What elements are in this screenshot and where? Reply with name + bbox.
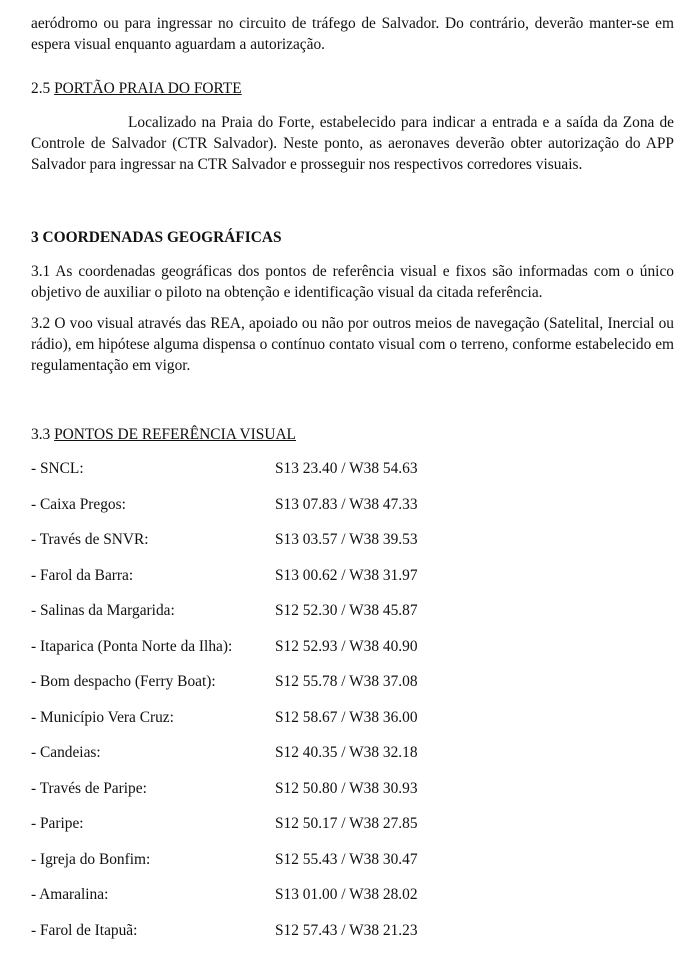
point-coords: S12 52.93 / W38 40.90 [275,637,418,655]
point-coords: S12 55.78 / W38 37.08 [275,673,418,690]
section-2-5-number: 2.5 [31,80,55,97]
section-3-title: 3 COORDENADAS GEOGRÁFICAS [31,229,282,246]
point-name: - Caixa Pregos: [31,495,126,513]
point-coords: S13 23.40 / W38 54.63 [275,460,418,477]
point-name: - Farol de Itapuã: [31,921,138,939]
point-name: - Candeias: [31,744,101,761]
point-coords: S12 57.43 / W38 21.23 [275,921,418,939]
point-name: - Itaparica (Ponta Norte da Ilha): [31,637,233,655]
intro-paragraph: aeródromo ou para ingressar no circuito de tráfego de Salvador. Do contrário, deverão manter-se em espera visual enquanto aguardam a autorização. [31,15,674,53]
point-name: - Salinas da Margarida: [31,602,175,619]
point-coords: S13 00.62 / W38 31.97 [275,566,418,584]
point-coords: S13 01.00 / W38 28.02 [275,886,418,903]
list-item [31,884,674,920]
section-2-5-title: PORTÃO PRAIA DO FORTE [54,80,242,97]
point-coords: S12 50.17 / W38 27.85 [275,815,418,832]
point-name: - Través de SNVR: [31,531,149,548]
point-name: - Município Vera Cruz: [31,708,174,726]
section-2-5-body: Localizado na Praia do Forte, estabelecido para indicar a entrada e a saída da Zona de Controle de Salvador (CTR Salvador). Neste ponto, as aeronaves deverão obter autorização do APP Salvador para ingressar na CTR Salvador e prosseguir nos respectivos corredores visuais. [31,114,674,173]
point-coords: S12 50.80 / W38 30.93 [275,779,418,797]
list-item [31,849,674,885]
point-name: - Paripe: [31,815,84,832]
point-coords: S12 55.43 / W38 30.47 [275,850,418,868]
point-coords: S12 40.35 / W38 32.18 [275,744,418,761]
point-coords: S12 52.30 / W38 45.87 [275,602,418,619]
paragraph-3-1: 3.1 As coordenadas geográficas dos pontos de referência visual e fixos são informadas com o único objetivo de auxiliar o piloto na obtenção e identificação visual da citada referência. [31,263,674,301]
list-item [31,742,674,778]
section-2-5-heading [31,78,674,99]
list-item [31,920,674,956]
list-item [31,671,674,707]
point-coords: S12 58.67 / W38 36.00 [275,708,418,726]
reference-points-list [31,458,674,955]
section-3-3-title: PONTOS DE REFERÊNCIA VISUAL [54,426,296,443]
section-3-3-heading [31,424,674,445]
point-name: - Bom despacho (Ferry Boat): [31,673,216,690]
list-item [31,707,674,743]
list-item [31,778,674,814]
point-name: - Igreja do Bonfim: [31,850,151,868]
point-name: - Farol da Barra: [31,566,134,584]
point-coords: S13 03.57 / W38 39.53 [275,531,418,548]
list-item [31,458,674,494]
list-item [31,636,674,672]
point-name: - Amaralina: [31,886,109,903]
paragraph-3-2: 3.2 O voo visual através das REA, apoiado ou não por outros meios de navegação (Satelital, Inercial ou rádio), em hipótese alguma dispensa o contínuo contato visual com o terreno, conforme estabelecido em regulamentação em vigor. [31,315,674,374]
list-item [31,565,674,601]
point-coords: S13 07.83 / W38 47.33 [275,495,418,513]
list-item [31,529,674,565]
point-name: - SNCL: [31,460,84,477]
list-item [31,494,674,530]
point-name: - Través de Paripe: [31,779,147,797]
list-item [31,600,674,636]
document-page [31,13,674,955]
list-item [31,813,674,849]
section-3-3-number: 3.3 [31,426,55,443]
